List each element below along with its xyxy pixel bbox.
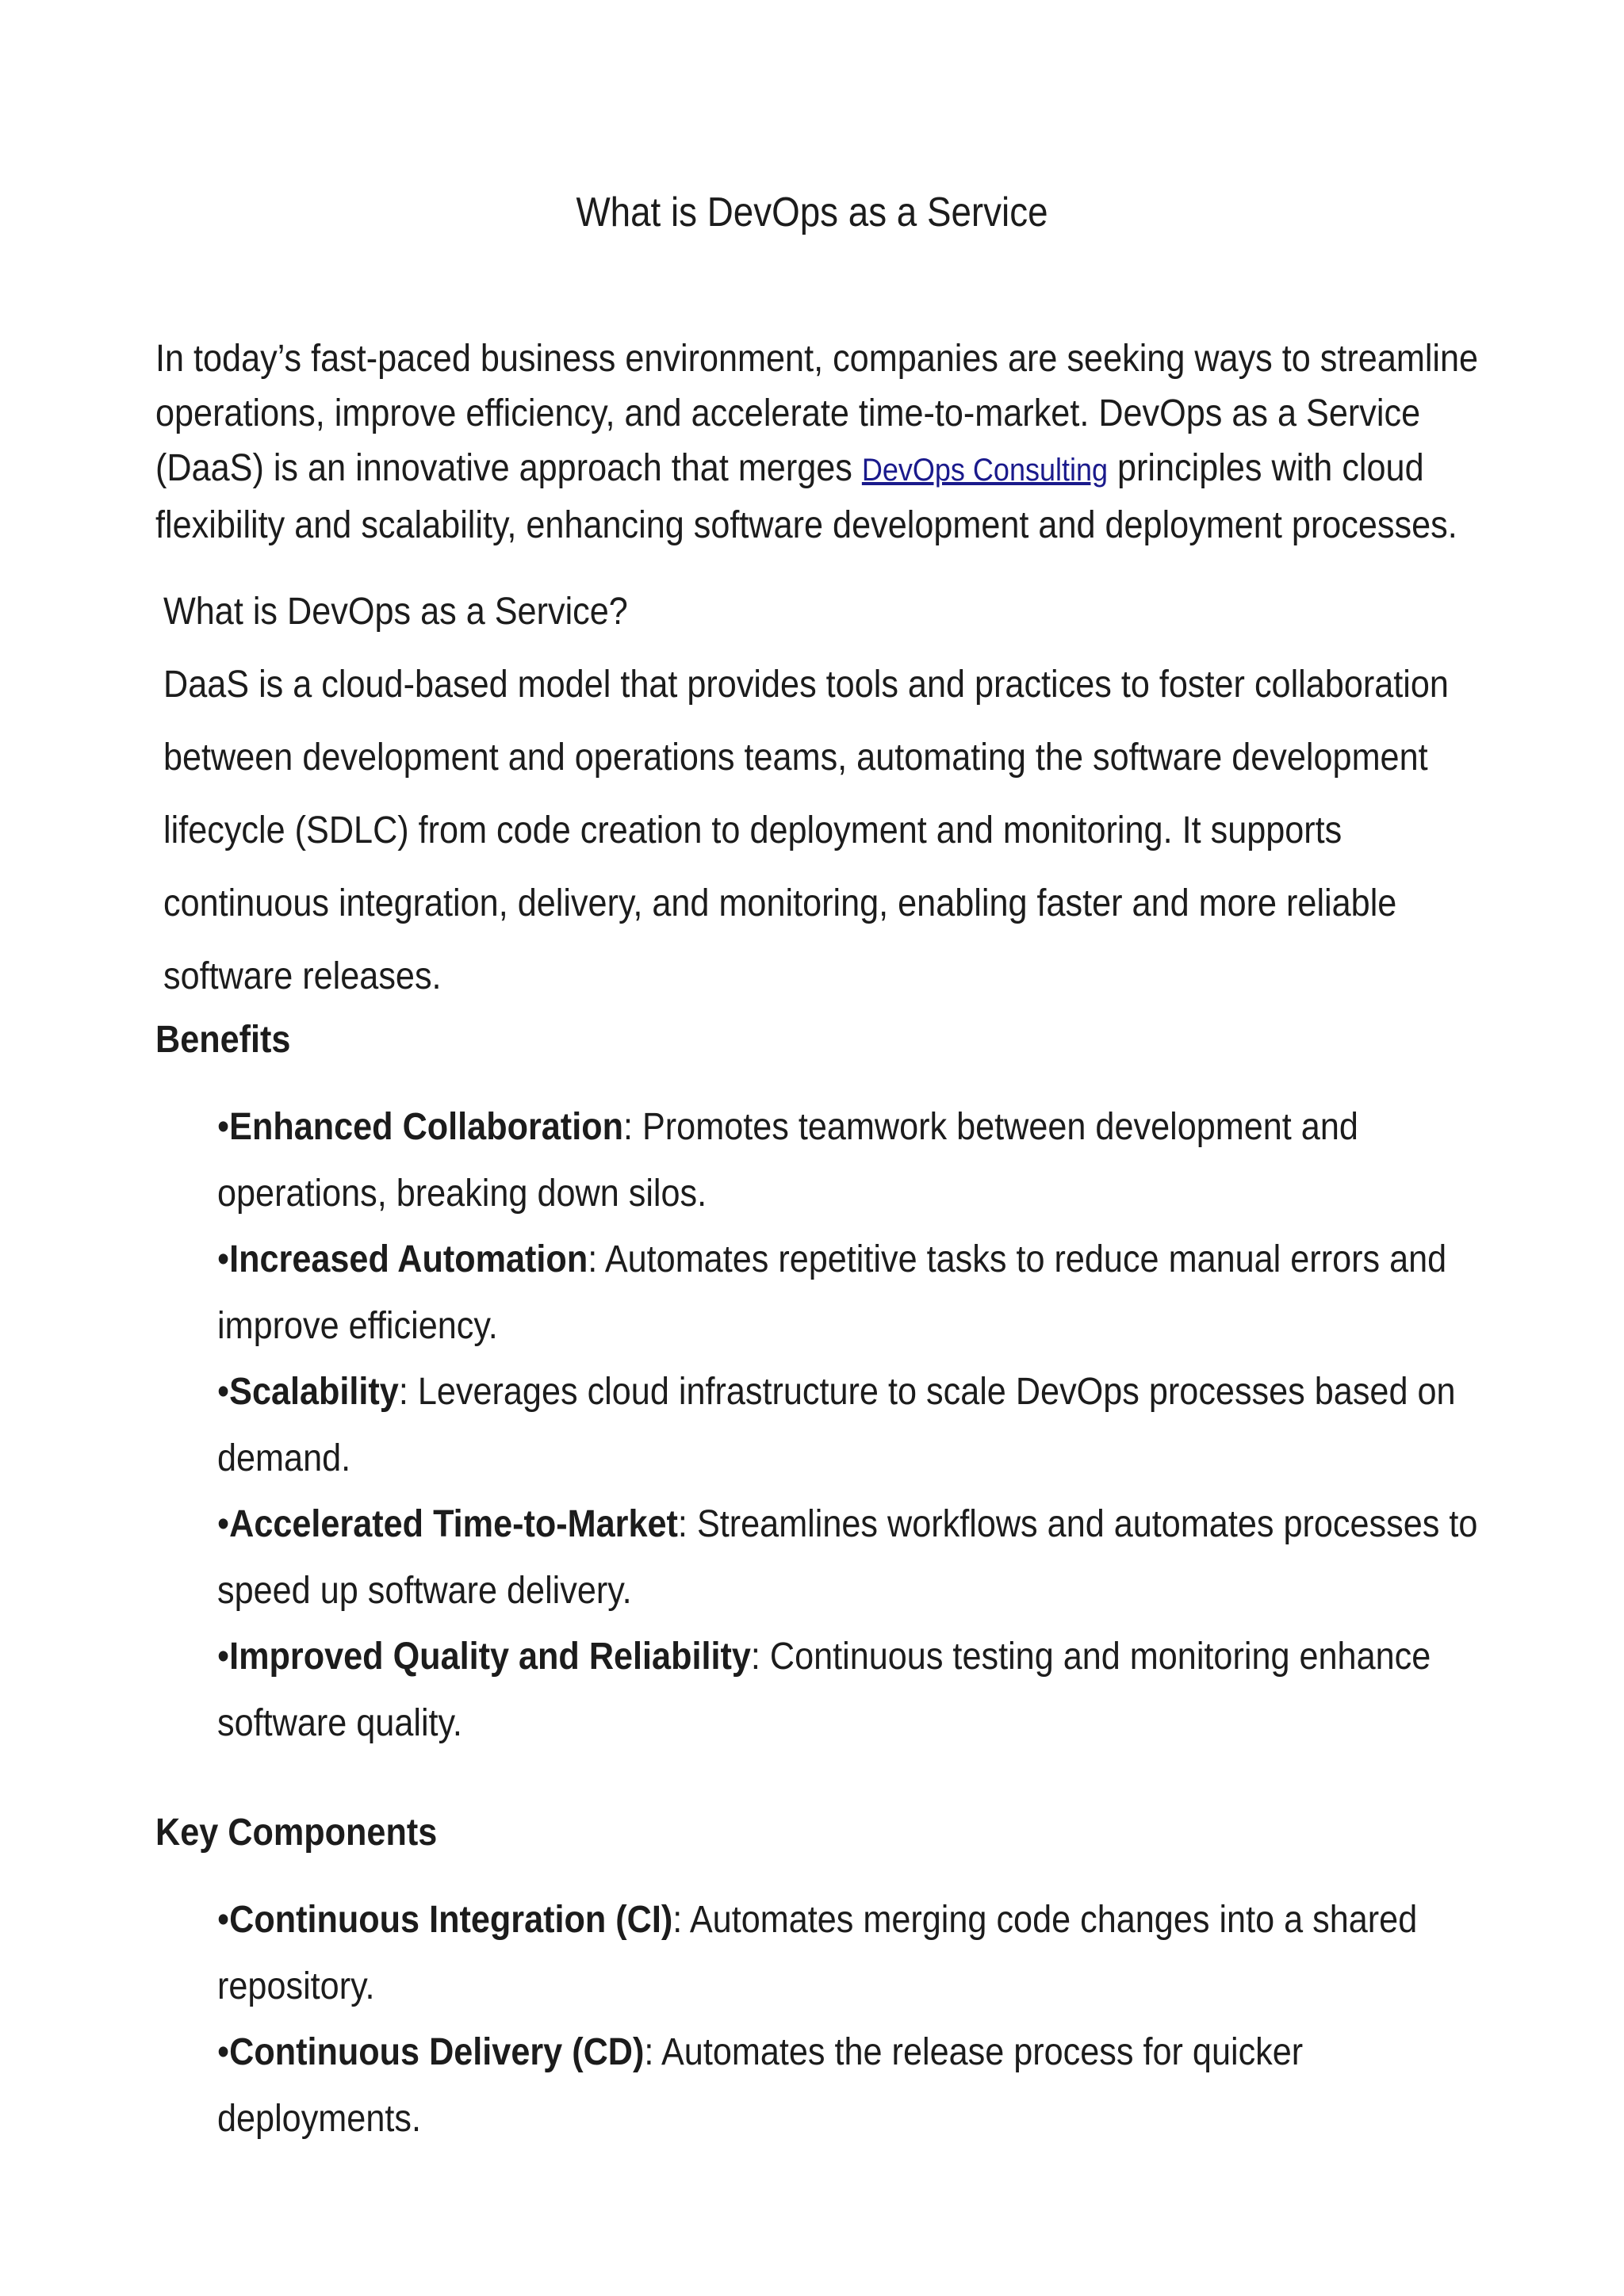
intro-paragraph xyxy=(155,331,1479,553)
bullet: • xyxy=(217,1899,230,1941)
bullet: • xyxy=(217,1238,230,1280)
list-item xyxy=(217,1359,1516,1425)
intro-text: principles with cloud xyxy=(1108,447,1424,489)
intro-line xyxy=(155,441,1469,498)
list-item-continuation: deployments. xyxy=(217,2097,421,2140)
section-line: DaaS is a cloud-based model that provides tools and practices to foster collaboration xyxy=(163,664,1449,706)
list-item xyxy=(217,1094,1516,1161)
list-item xyxy=(217,1491,1516,1558)
list-item-continuation: operations, breaking down silos. xyxy=(217,1172,707,1215)
intro-line: In today’s fast-paced business environment, companies are seeking ways to streamline xyxy=(155,338,1479,380)
section-line: software releases. xyxy=(163,955,442,997)
list-term: Scalability xyxy=(229,1371,399,1413)
intro-text: (DaaS) is an innovative approach that merges xyxy=(155,447,862,489)
key-components-list xyxy=(217,1887,1516,2152)
list-item-continuation: improve efficiency. xyxy=(217,1304,498,1347)
bullet: • xyxy=(217,1106,230,1148)
bullet: • xyxy=(217,1503,230,1545)
list-text: : Automates repetitive tasks to reduce manual errors and xyxy=(588,1238,1447,1280)
section-line: between development and operations teams, automating the software development xyxy=(163,737,1428,779)
benefits-list xyxy=(217,1094,1516,1756)
list-text: : Automates merging code changes into a shared xyxy=(672,1899,1418,1941)
intro-line: flexibility and scalability, enhancing software development and deployment processes. xyxy=(155,504,1457,546)
key-components-heading: Key Components xyxy=(155,1812,438,1854)
bullet: • xyxy=(217,1371,230,1413)
list-text: : Promotes teamwork between development and xyxy=(622,1106,1358,1148)
intro-line: operations, improve efficiency, and accelerate time-to-market. DevOps as a Service xyxy=(155,392,1421,434)
list-item-continuation: demand. xyxy=(217,1437,351,1479)
bullet: • xyxy=(217,2031,230,2073)
list-item-continuation: speed up software delivery. xyxy=(217,1569,632,1612)
document-title: What is DevOps as a Service xyxy=(576,189,1048,235)
list-item xyxy=(217,2019,1516,2086)
list-term: Continuous Integration (CI) xyxy=(229,1899,673,1941)
list-term: Enhanced Collaboration xyxy=(229,1106,623,1148)
list-text: : Leverages cloud infrastructure to scale DevOps processes based on xyxy=(398,1371,1456,1413)
list-term: Improved Quality and Reliability xyxy=(229,1636,751,1678)
list-text: : Automates the release process for quicker xyxy=(644,2031,1304,2073)
list-text: : Continuous testing and monitoring enhance xyxy=(750,1636,1431,1678)
list-term: Increased Automation xyxy=(229,1238,588,1280)
list-term: Continuous Delivery (CD) xyxy=(229,2031,645,2073)
list-text: : Streamlines workflows and automates processes to xyxy=(677,1503,1478,1545)
section-line: lifecycle (SDLC) from code creation to deployment and monitoring. It supports xyxy=(163,809,1342,851)
list-item-continuation: repository. xyxy=(217,1965,375,2007)
section-line: continuous integration, delivery, and monitoring, enabling faster and more reliable xyxy=(163,882,1397,924)
list-item xyxy=(217,1226,1516,1293)
bullet: • xyxy=(217,1636,230,1678)
list-term: Accelerated Time-to-Market xyxy=(229,1503,678,1545)
benefits-heading: Benefits xyxy=(155,1019,291,1061)
list-item xyxy=(217,1624,1516,1690)
section-question: What is DevOps as a Service? xyxy=(163,591,628,633)
what-is-daas-section xyxy=(163,576,1462,1013)
list-item xyxy=(217,1887,1516,1954)
devops-consulting-link[interactable]: DevOps Consulting xyxy=(861,453,1109,488)
list-item-continuation: software quality. xyxy=(217,1701,462,1744)
